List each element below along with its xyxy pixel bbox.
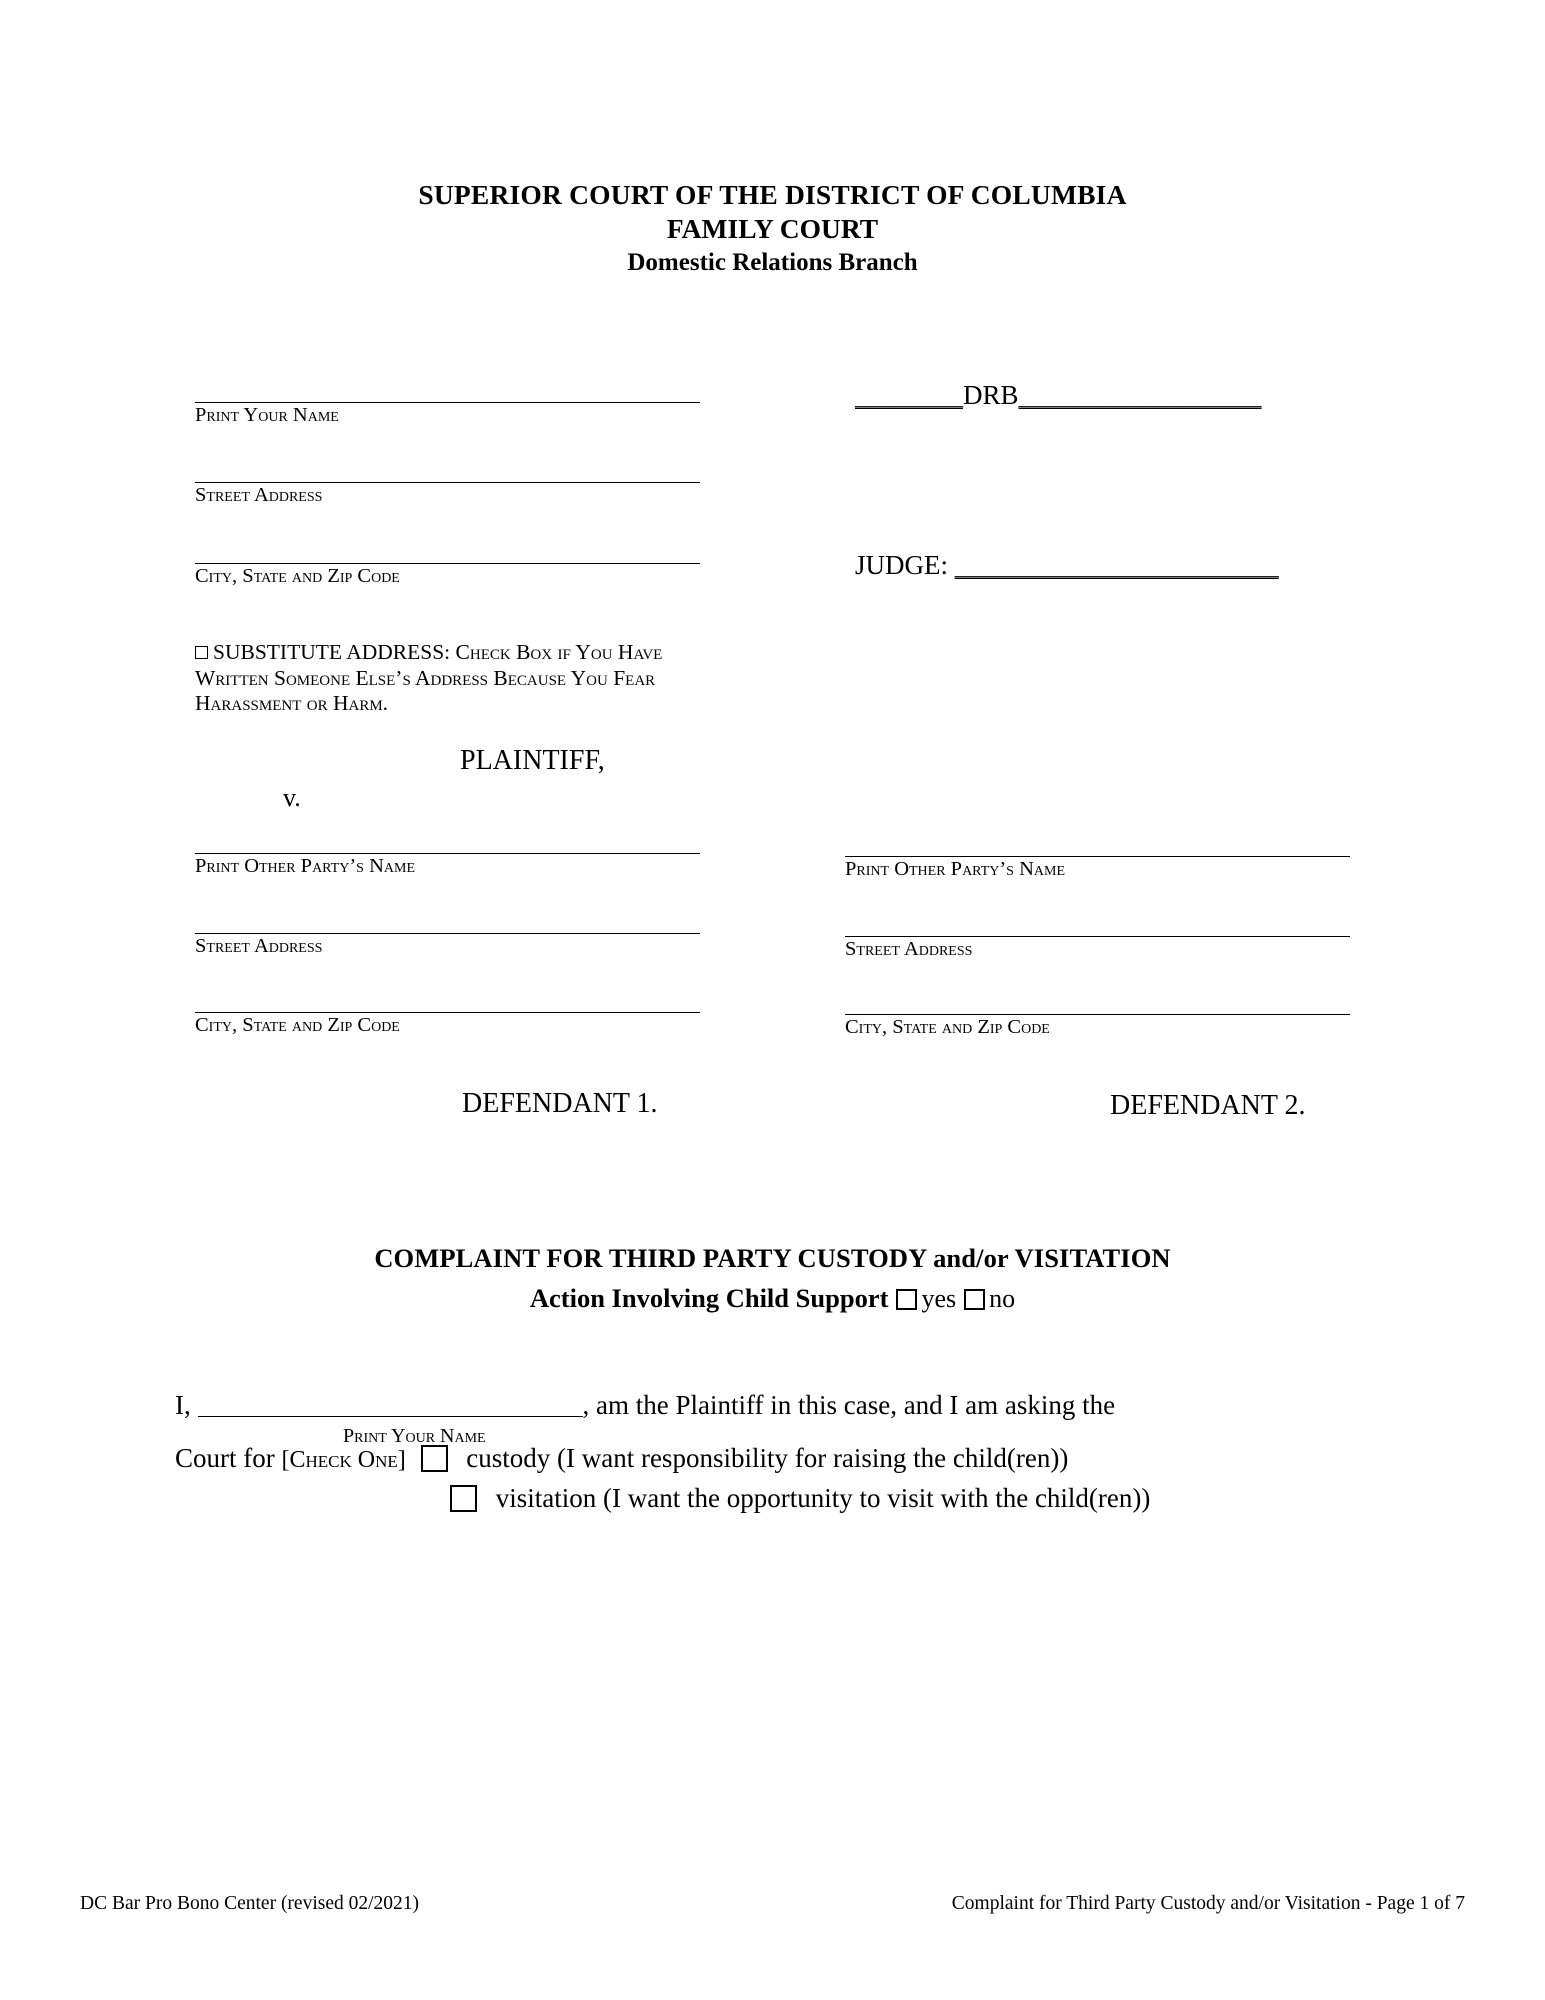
court-for-row — [175, 1443, 1068, 1474]
defendant1-street-label: Street Address — [195, 935, 323, 957]
plaintiff-name-field[interactable] — [195, 402, 700, 427]
substitute-address-block[interactable] — [195, 640, 675, 717]
custody-checkbox[interactable] — [421, 1445, 448, 1472]
plaintiff-name-input[interactable] — [198, 1394, 583, 1417]
versus-label: v. — [283, 783, 301, 812]
footer-source: DC Bar Pro Bono Center (revised 02/2021) — [80, 1893, 420, 1914]
statement-suffix: , am the Plaintiff in this case, and I am asking the — [582, 1390, 1116, 1420]
form-title: COMPLAINT FOR THIRD PARTY CUSTODY and/or VISITATION — [374, 1243, 1171, 1273]
substitute-address-heading: SUBSTITUTE ADDRESS: — [213, 640, 451, 664]
plaintiff-street-label: Street Address — [195, 484, 323, 506]
statement-prefix: I, — [175, 1390, 191, 1420]
plaintiff-name-input-caption: Print Your Name — [343, 1425, 486, 1447]
visitation-checkbox[interactable] — [450, 1485, 477, 1512]
defendant1-designation: DEFENDANT 1. — [462, 1088, 658, 1119]
defendant2-name-field[interactable] — [845, 856, 1350, 881]
court-header — [0, 178, 1545, 280]
judge-row[interactable] — [855, 550, 1279, 581]
plaintiff-city-field[interactable] — [195, 563, 700, 588]
court-branch: Domestic Relations Branch — [627, 249, 918, 276]
child-support-row[interactable] — [0, 1283, 1545, 1314]
case-number-row[interactable] — [855, 380, 1262, 411]
defendant2-name-label: Print Other Party’s Name — [845, 858, 1065, 880]
judge-label: JUDGE: — [855, 550, 948, 580]
judge-blank[interactable]: ________________________ — [954, 550, 1279, 580]
court-name: SUPERIOR COURT OF THE DISTRICT OF COLUMBIA — [418, 179, 1127, 210]
plaintiff-city-label: City, State and Zip Code — [195, 565, 400, 587]
child-support-no-label: no — [989, 1284, 1016, 1313]
defendant2-city-label: City, State and Zip Code — [845, 1016, 1050, 1038]
plaintiff-name-label: Print Your Name — [195, 404, 339, 426]
defendant2-street-field[interactable] — [845, 936, 1350, 961]
footer-page-info: Complaint for Third Party Custody and/or Visitation - Page 1 of 7 — [951, 1893, 1465, 1914]
defendant1-city-field[interactable] — [195, 1012, 700, 1037]
child-support-yes-label: yes — [921, 1284, 957, 1313]
child-support-label: Action Involving Child Support — [529, 1283, 889, 1313]
case-number-prefix-blank[interactable]: ________ — [855, 380, 963, 410]
custody-option-label: custody (I want responsibility for raising the child(ren)) — [466, 1443, 1069, 1473]
visitation-option-row — [450, 1483, 1150, 1514]
defendant1-name-label: Print Other Party’s Name — [195, 855, 415, 877]
visitation-option-label: visitation (I want the opportunity to visit with the child(ren)) — [495, 1483, 1151, 1513]
defendant2-city-field[interactable] — [845, 1014, 1350, 1039]
plaintiff-street-field[interactable] — [195, 482, 700, 507]
substitute-address-body: Check Box if You Have Written Someone Else’s Address Because You Fear Harassment or Harm. — [195, 640, 663, 715]
case-number-drb-label: DRB — [963, 380, 1019, 410]
case-number-suffix-blank[interactable]: __________________ — [1018, 380, 1262, 410]
defendant1-city-label: City, State and Zip Code — [195, 1014, 400, 1036]
plaintiff-designation: PLAINTIFF, — [460, 745, 605, 776]
defendant1-street-field[interactable] — [195, 933, 700, 958]
check-one-instruction: [Check One] — [281, 1447, 406, 1473]
defendant2-street-label: Street Address — [845, 938, 973, 960]
defendant2-designation: DEFENDANT 2. — [1110, 1090, 1306, 1121]
child-support-no-checkbox[interactable] — [964, 1289, 985, 1310]
child-support-yes-checkbox[interactable] — [896, 1289, 917, 1310]
plaintiff-statement-line[interactable] — [175, 1390, 1115, 1421]
court-division: FAMILY COURT — [666, 213, 879, 244]
defendant1-name-field[interactable] — [195, 853, 700, 878]
substitute-address-checkbox[interactable] — [195, 646, 208, 659]
court-for-label: Court for — [175, 1443, 275, 1473]
